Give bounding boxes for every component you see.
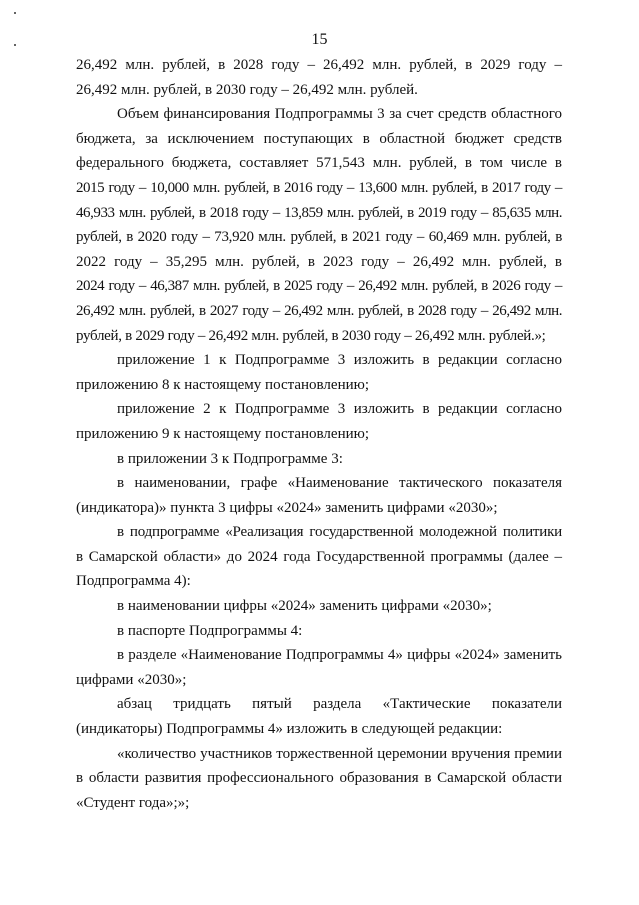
paragraph-quote-participants [76,742,562,816]
paragraph-naming-digits [76,594,562,619]
text-line: в подпрограмме «Реализация государственной молодежной политики [117,524,562,541]
scan-speck [14,12,16,14]
paragraph-subprogram-4 [76,520,562,594]
text-line: 26,492 млн. рублей, в 2027 году – 26,492 млн. рублей, в 2028 году – 26,492 млн. [76,302,562,319]
text-line: цифрами «2030»; [76,671,187,688]
text-line: 26,492 млн. рублей, в 2030 году – 26,492 млн. рублей. [76,81,418,98]
text-line: в наименовании цифры «2024» заменить цифрами «2030»; [117,598,492,615]
page-number: 15 [311,31,328,48]
text-line: в области развития профессионального образования в Самарской области [76,770,562,787]
text-line: приложению 8 к настоящему постановлению; [76,376,369,393]
paragraph-section-name [76,643,562,692]
text-line: 26,492 млн. рублей, в 2028 году – 26,492 млн. рублей, в 2029 году – [76,57,562,73]
paragraph-indicators [76,692,562,741]
text-line: приложение 2 к Подпрограмме 3 изложить в редакции согласно [117,401,562,418]
text-line: рублей, в 2029 году – 26,492 млн. рублей, в 2030 году – 26,492 млн. рублей.»; [76,327,546,344]
text-line: бюджета, за исключением поступающих в областной бюджет средств [76,130,562,147]
text-line: 2015 году – 10,000 млн. рублей, в 2016 году – 13,600 млн. рублей, в 2017 году – [76,179,562,196]
document-body [76,53,562,815]
text-line: федерального бюджета, составляет 571,543 млн. рублей, в том числе в [76,155,562,172]
text-line: в разделе «Наименование Подпрограммы 4» цифры «2024» заменить [117,647,562,664]
text-line: 2022 году – 35,295 млн. рублей, в 2023 году – 26,492 млн. рублей, в [76,253,562,270]
text-line: (индикатора)» пункта 3 цифры «2024» заменить цифрами «2030»; [76,499,498,516]
text-line: в приложении 3 к Подпрограмме 3: [117,450,343,467]
text-line: приложению 9 к настоящему постановлению; [76,425,369,442]
scan-speck [14,44,16,46]
paragraph-naming-column [76,471,562,520]
text-line: Подпрограмма 4): [76,573,191,590]
text-line: (индикаторы) Подпрограммы 4» изложить в следующей редакции: [76,721,503,738]
paragraph-continuation [76,53,562,102]
text-line: приложение 1 к Подпрограмме 3 изложить в редакции согласно [117,352,562,369]
paragraph-appendix-2 [76,397,562,446]
text-line: «Студент года»;»; [76,794,190,811]
paragraph-passport [76,619,562,644]
text-line: абзац тридцать пятый раздела «Тактические показатели [117,696,562,713]
text-line: в наименовании, графе «Наименование тактического показателя [117,475,562,492]
text-line: Объем финансирования Подпрограммы 3 за счет средств областного [117,106,562,123]
text-line: в Самарской области» до 2024 года Государственной программы (далее – [76,548,562,565]
text-line: рублей, в 2020 году – 73,920 млн. рублей, в 2021 году – 60,469 млн. рублей, в [76,229,562,246]
paragraph-financing [76,102,562,348]
text-line: «количество участников торжественной церемонии вручения премии [117,745,562,762]
text-line: 2024 году – 46,387 млн. рублей, в 2025 году – 26,492 млн. рублей, в 2026 году – [76,278,562,295]
paragraph-appendix-1 [76,348,562,397]
text-line: в паспорте Подпрограммы 4: [117,622,303,639]
paragraph-appendix-3 [76,447,562,472]
text-line: 46,933 млн. рублей, в 2018 году – 13,859 млн. рублей, в 2019 году – 85,635 млн. [76,204,562,221]
